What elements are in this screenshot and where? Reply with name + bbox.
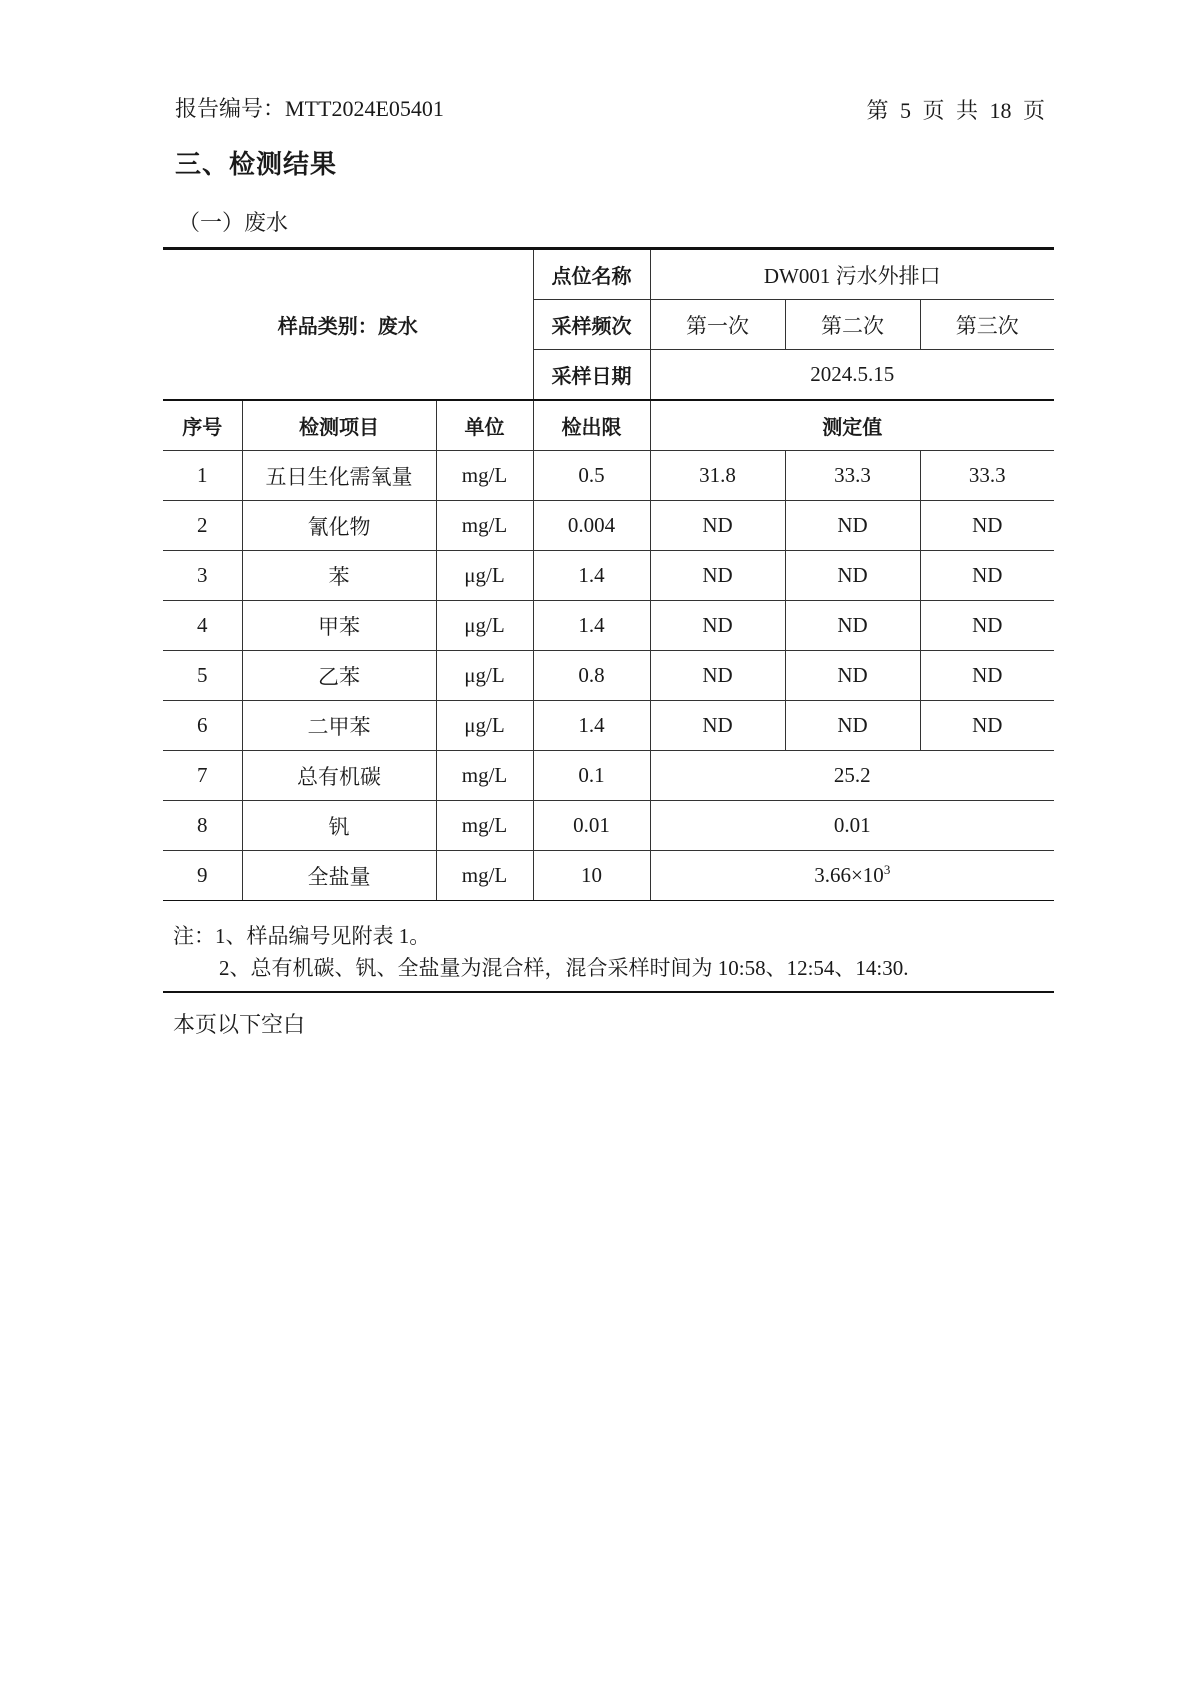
row-item: 总有机碳 [242, 751, 436, 801]
row-limit: 0.5 [533, 451, 650, 501]
row-value: 33.3 [920, 451, 1054, 501]
table-row [163, 701, 1054, 751]
table-row [163, 601, 1054, 651]
results-table [163, 247, 1054, 901]
row-item: 五日生化需氧量 [242, 451, 436, 501]
row-value: ND [650, 701, 785, 751]
col-header-unit: 单位 [436, 400, 533, 451]
date-value: 2024.5.15 [650, 350, 1054, 401]
frequency-value: 第一次 [650, 300, 785, 350]
row-value: ND [785, 551, 920, 601]
row-item: 甲苯 [242, 601, 436, 651]
frequency-value: 第三次 [920, 300, 1054, 350]
row-limit: 0.8 [533, 651, 650, 701]
report-number-line [175, 92, 444, 123]
report-number: MTT2024E05401 [285, 96, 444, 121]
divider [163, 991, 1054, 993]
row-no: 5 [163, 651, 242, 701]
col-header-no: 序号 [163, 400, 242, 451]
table-row [163, 651, 1054, 701]
row-limit: 0.1 [533, 751, 650, 801]
col-header-value: 测定值 [650, 400, 1054, 451]
row-value-merged: 0.01 [650, 801, 1054, 851]
value-exponent: 3 [883, 862, 891, 877]
column-header-row [163, 400, 1054, 451]
row-unit: mg/L [436, 801, 533, 851]
col-header-limit: 检出限 [533, 400, 650, 451]
row-item: 二甲苯 [242, 701, 436, 751]
row-unit: μg/L [436, 701, 533, 751]
row-no: 4 [163, 601, 242, 651]
row-item: 乙苯 [242, 651, 436, 701]
row-no: 7 [163, 751, 242, 801]
row-limit: 1.4 [533, 701, 650, 751]
note-line-1: 注：1、样品编号见附表 1。 [173, 924, 431, 948]
row-value-merged: 25.2 [650, 751, 1054, 801]
row-no: 8 [163, 801, 242, 851]
value-base: 3.66×10 [814, 863, 884, 887]
row-value: ND [920, 501, 1054, 551]
notes [173, 920, 909, 984]
page-info: 第 5 页 共 18 页 [866, 98, 1045, 123]
row-no: 6 [163, 701, 242, 751]
row-limit: 10 [533, 851, 650, 901]
report-number-label: 报告编号： [175, 96, 286, 121]
row-item: 氰化物 [242, 501, 436, 551]
row-value: ND [650, 551, 785, 601]
row-value: ND [650, 651, 785, 701]
row-value: ND [920, 551, 1054, 601]
row-unit: μg/L [436, 551, 533, 601]
row-value: 31.8 [650, 451, 785, 501]
row-limit: 1.4 [533, 551, 650, 601]
row-no: 1 [163, 451, 242, 501]
row-value: ND [785, 701, 920, 751]
point-name-value: DW001 污水外排口 [650, 249, 1054, 300]
table-row [163, 851, 1054, 901]
table-row [163, 551, 1054, 601]
row-item: 苯 [242, 551, 436, 601]
row-limit: 0.004 [533, 501, 650, 551]
note-line-2: 2、总有机碳、钒、全盐量为混合样，混合采样时间为 10:58、12:54、14:30. [219, 956, 909, 980]
col-header-item: 检测项目 [242, 400, 436, 451]
row-value: 33.3 [785, 451, 920, 501]
row-limit: 0.01 [533, 801, 650, 851]
row-unit: μg/L [436, 601, 533, 651]
row-no: 3 [163, 551, 242, 601]
table-row [163, 501, 1054, 551]
table-row [163, 451, 1054, 501]
row-unit: mg/L [436, 451, 533, 501]
row-value: ND [785, 501, 920, 551]
frequency-value: 第二次 [785, 300, 920, 350]
row-unit: μg/L [436, 651, 533, 701]
row-limit: 1.4 [533, 601, 650, 651]
sample-category-cell: 样品类别：废水 [163, 249, 533, 401]
table-row [163, 801, 1054, 851]
row-item: 全盐量 [242, 851, 436, 901]
subsection-title: （一）废水 [178, 210, 289, 235]
row-item: 钒 [242, 801, 436, 851]
table-row [163, 751, 1054, 801]
row-value: ND [920, 601, 1054, 651]
section-title: 三、检测结果 [175, 150, 338, 180]
point-name-label: 点位名称 [533, 249, 650, 300]
row-value: ND [785, 601, 920, 651]
row-value: ND [650, 501, 785, 551]
row-value: ND [920, 701, 1054, 751]
frequency-label: 采样频次 [533, 300, 650, 350]
row-unit: mg/L [436, 501, 533, 551]
row-value: ND [650, 601, 785, 651]
row-value: ND [920, 651, 1054, 701]
row-no: 9 [163, 851, 242, 901]
row-no: 2 [163, 501, 242, 551]
blank-page-note: 本页以下空白 [173, 1012, 306, 1037]
row-unit: mg/L [436, 751, 533, 801]
row-unit: mg/L [436, 851, 533, 901]
table-row [163, 249, 1054, 300]
row-value-merged [650, 851, 1054, 901]
row-value: ND [785, 651, 920, 701]
date-label: 采样日期 [533, 350, 650, 401]
